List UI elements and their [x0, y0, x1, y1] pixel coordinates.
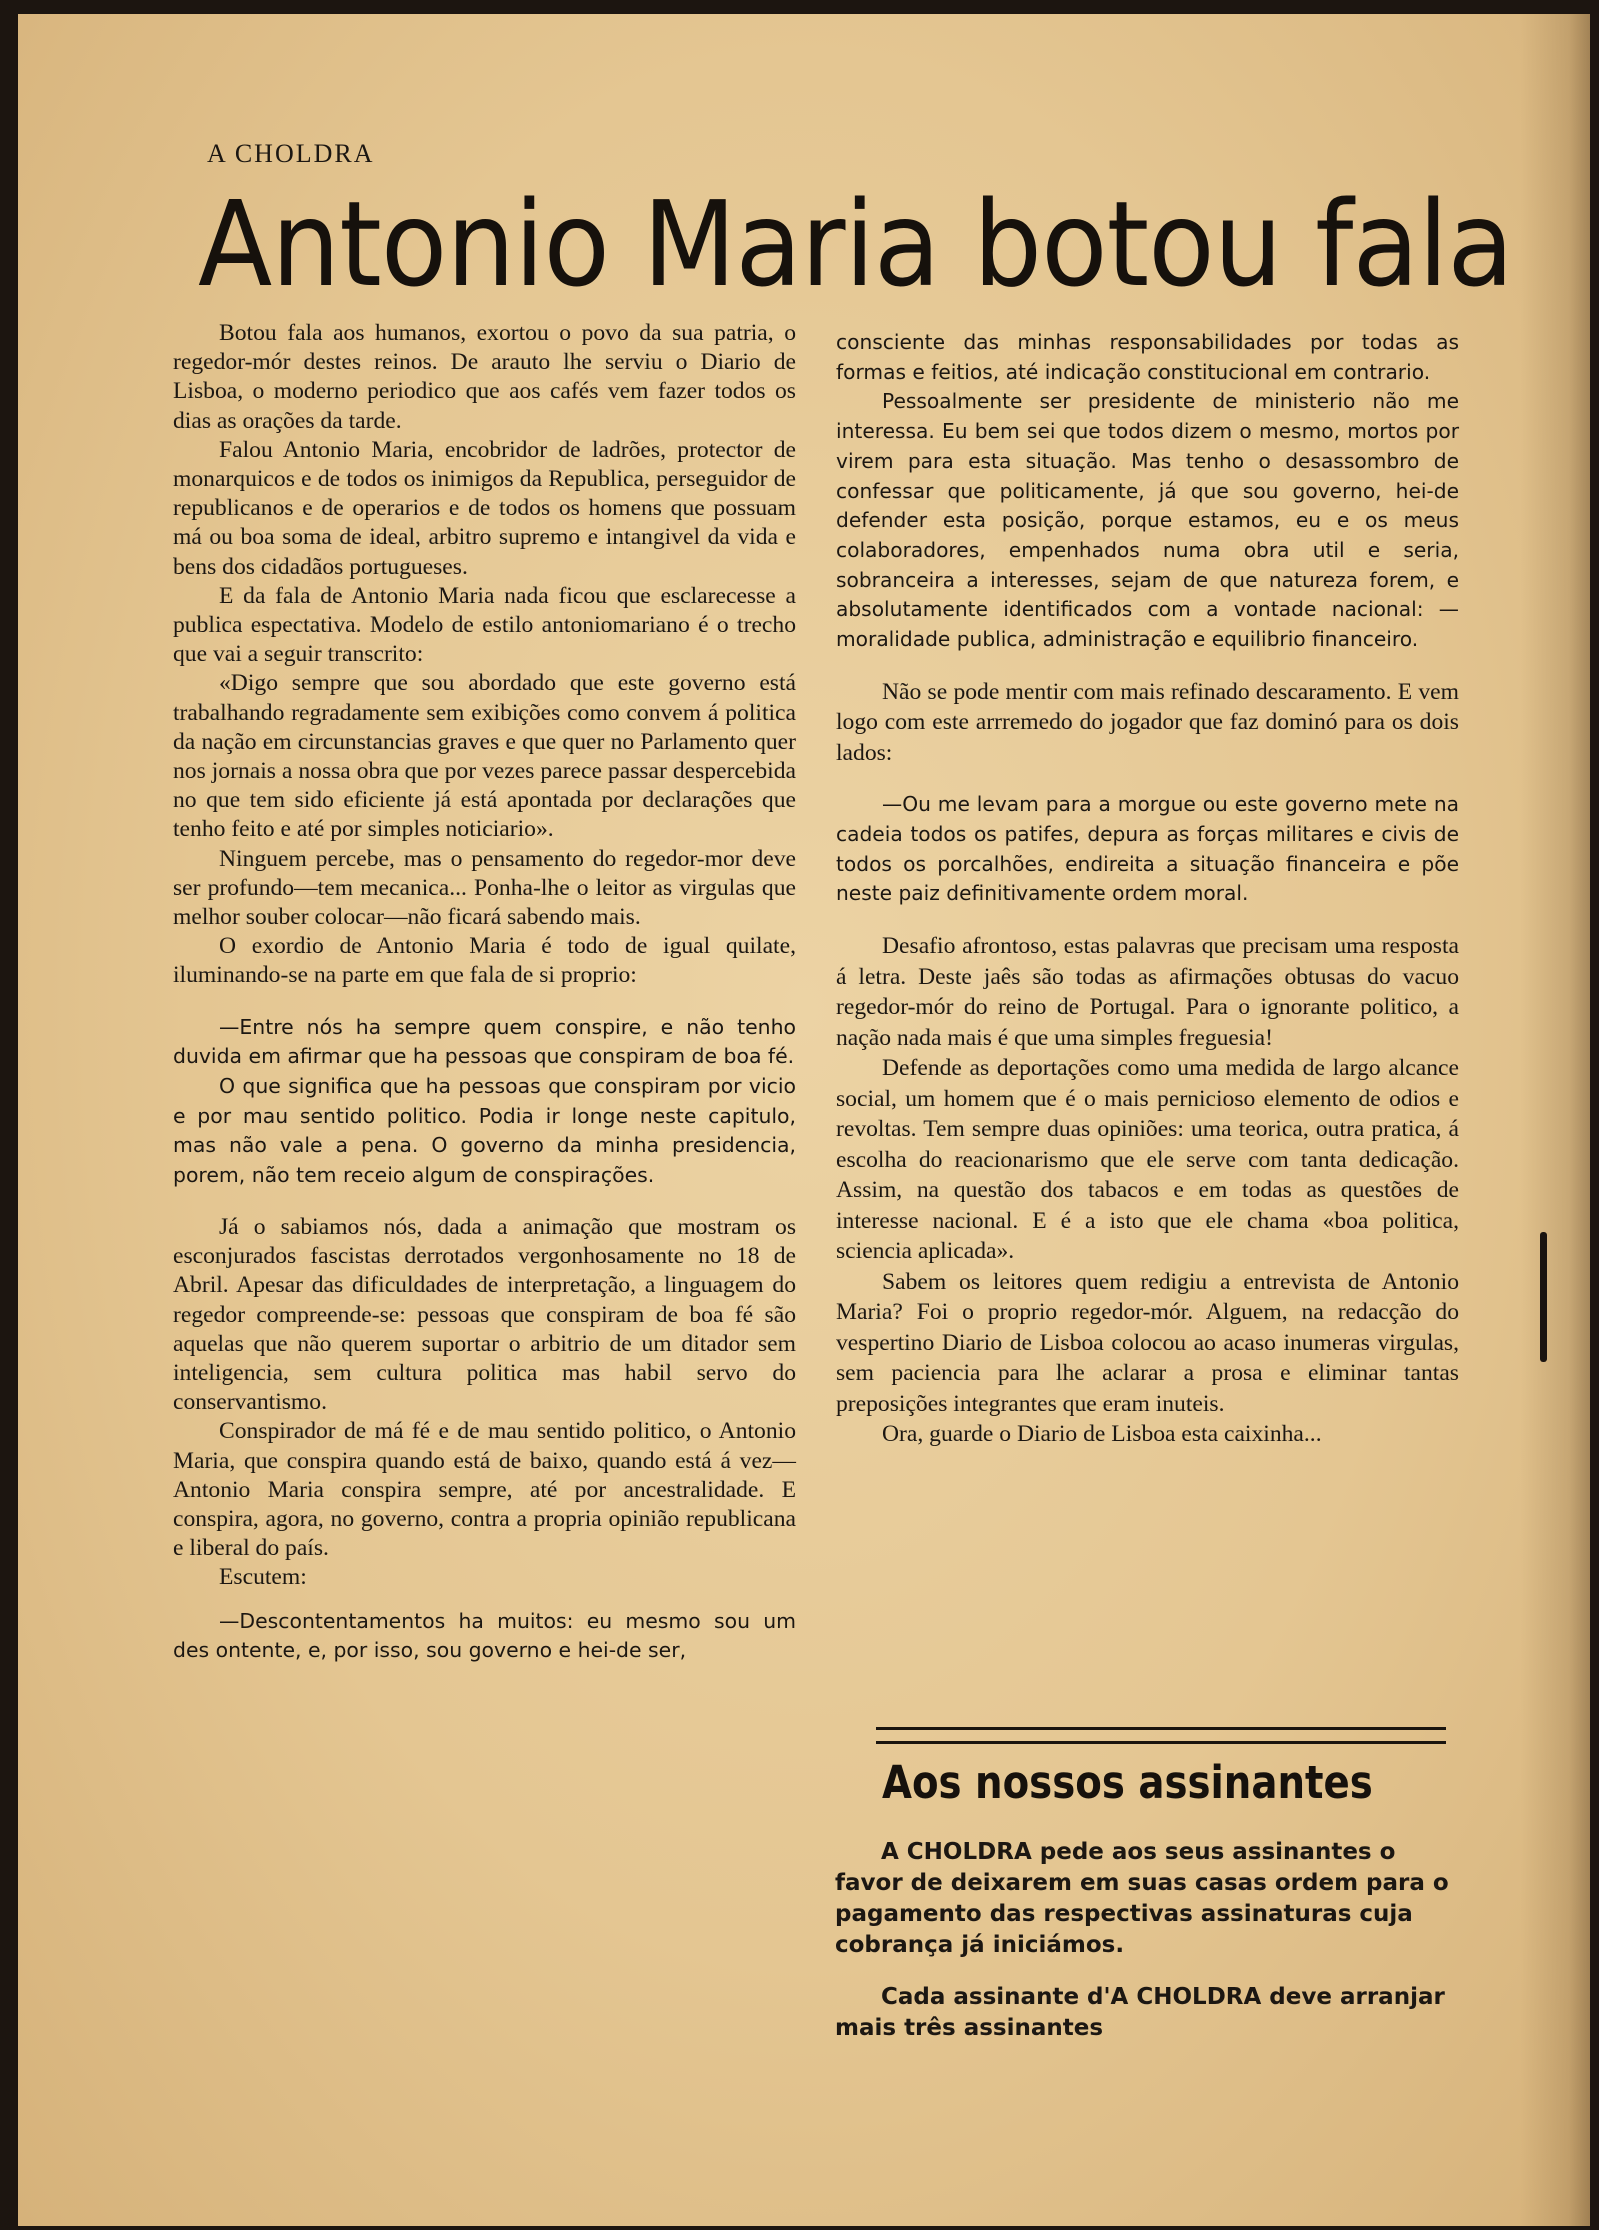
- paragraph: Ninguem percebe, mas o pensamento do regedor-mor deve ser profundo—tem mecanica... Ponha-lhe o leitor as virgulas que melhor souber colocar—não ficará sabendo mais.: [173, 845, 796, 931]
- left-column: [173, 319, 796, 1666]
- paragraph: Ora, guarde o Diario de Lisboa esta caixinha...: [882, 1421, 1322, 1448]
- quote-paragraph: —Descontentamentos ha muitos: eu mesmo sou um des ontente, e, por isso, sou governo e hei-de ser,: [173, 1608, 796, 1663]
- paragraph: Conspirador de má fé e de mau sentido politico, o Antonio Maria, que conspira quando está de baixo, quando está á vez—Antonio Maria conspira sempre, até por ancestralidade. E conspira, agora, no governo, contra a propria opinião republicana e liberal do país.: [173, 1418, 796, 1562]
- binding-mark: [1540, 1232, 1547, 1362]
- notice-body: A CHOLDRA pede aos seus assinantes o favor de deixarem em suas casas ordem para o pagamento das respectivas assinaturas cuja cobrança já iniciámos.: [835, 1839, 1449, 1958]
- quote-paragraph: —Entre nós ha sempre quem conspire, e não tenho duvida em afirmar que ha pessoas que conspiram de boa fé.: [173, 1014, 796, 1069]
- quote-paragraph: consciente das minhas responsabilidades por todas as formas e feitios, até indicação constitucional em contrario.: [836, 330, 1459, 384]
- paragraph: Não se pode mentir com mais refinado descaramento. E vem logo com este arrremedo do jogador que faz dominó para os dois lados:: [836, 678, 1459, 766]
- paragraph: O exordio de Antonio Maria é todo de igual quilate, iluminando-se na parte em que fala de si proprio:: [173, 933, 796, 989]
- paragraph: Já o sabiamos nós, dada a animação que mostram os esconjurados fascistas derrotados vergonhosamente no 18 de Abril. Apesar das dificuldades de interpretação, a linguagem do regedor compreende-se: pessoas que conspiram de boa fé são aquelas que não querem suportar o arbitrio de um ditador sem inteligencia, sem cultura politica mas habil servo do conservantismo.: [173, 1213, 796, 1416]
- quote-paragraph: «Digo sempre que sou abordado que este governo está trabalhando regradamente sem exibições como convem á politica da nação em circunstancias graves e que quer no Parlamento quer nos jornais a nossa obra que por vezes parece passar despercebida no que tem sido eficiente já está apontada por declarações que tenho feito e até por simples noticiario».: [173, 670, 796, 843]
- paragraph: Botou fala aos humanos, exortou o povo da sua patria, o regedor-mór destes reinos. De arauto lhe serviu o Diario de Lisboa, o moderno periodico que aos cafés vem fazer todos os dias as orações da tarde.: [173, 320, 796, 434]
- paragraph: Sabem os leitores quem redigiu a entrevista de Antonio Maria? Foi o proprio regedor-mór. Alguem, na redacção do vespertino Diario de Lisboa colocou ao acaso inumeras virgulas, sem paciencia para lhe aclarar a prosa e eliminar tantas preposições integrantes que eram inuteis.: [836, 1268, 1459, 1417]
- notice-appeal: Cada assinante d'A CHOLDRA deve arranjar mais três assinantes: [835, 1984, 1445, 2041]
- notice-title: Aos nossos assinantes: [882, 1756, 1373, 1809]
- notice-divider: [876, 1727, 1446, 1744]
- newspaper-page: [18, 14, 1590, 2226]
- publication-name: A CHOLDRA: [207, 139, 375, 168]
- page-fold-shadow: [1520, 14, 1590, 2226]
- paragraph: Desafio afrontoso, estas palavras que precisam uma resposta á letra. Deste jaês são todas as afirmações obtusas do vacuo regedor-mór do reino de Portugal. Para o ignorante politico, a nação nada mais é que uma simples freguesia!: [836, 933, 1459, 1051]
- paragraph: Defende as deportações como uma medida de largo alcance social, um homem que é o mais pernicioso elemento de odios e revoltas. Tem sempre duas opiniões: uma teorica, outra pratica, á escolha do reacionarismo que ele serve com tanta dedicação. Assim, na questão dos tabacos e em todas as questões de interesse nacional. E é a isto que ele chama «boa politica, sciencia aplicada».: [836, 1055, 1459, 1265]
- paragraph: E da fala de Antonio Maria nada ficou que esclarecesse a publica espectativa. Modelo de estilo antoniomariano é o trecho que vai a seguir transcrito:: [173, 582, 796, 668]
- quote-paragraph: Pessoalmente ser presidente de ministerio não me interessa. Eu bem sei que todos dizem o mesmo, mortos por virem para esta situação. Mas tenho o desassombro de confessar que politicamente, já que sou governo, hei-de defender esta posição, porque estamos, eu e os meus colaboradores, empenhados numa obra util e seria, sobranceira a interesses, sejam de que natureza forem, e absolutamente identificados com a vontade nacional: — moralidade publica, administração e equilibrio financeiro.: [836, 389, 1459, 652]
- paragraph: Escutem:: [219, 1564, 307, 1591]
- quote-paragraph: —Ou me levam para a morgue ou este governo mete na cadeia todos os patifes, depura as forças militares e civis de todos os porcalhões, endireita a situação financeira e põe neste paiz definitivamente ordem moral.: [836, 792, 1459, 906]
- paragraph: O que significa que ha pessoas que conspiram por vicio e por mau sentido politico. Podia ir longe neste capitulo, mas não vale a pena. O governo da minha presidencia, porem, não tem receio algum de conspirações.: [173, 1074, 796, 1188]
- headline: Antonio Maria botou fala: [198, 175, 1513, 313]
- paragraph: Falou Antonio Maria, encobridor de ladrões, protector de monarquicos e de todos os inimigos da Republica, perseguidor de republicanos e de operarios e de todos os homens que possuam má ou boa soma de ideal, arbitro supremo e intangivel da vida e bens dos cidadãos portugueses.: [173, 436, 796, 580]
- right-column: [836, 328, 1459, 1450]
